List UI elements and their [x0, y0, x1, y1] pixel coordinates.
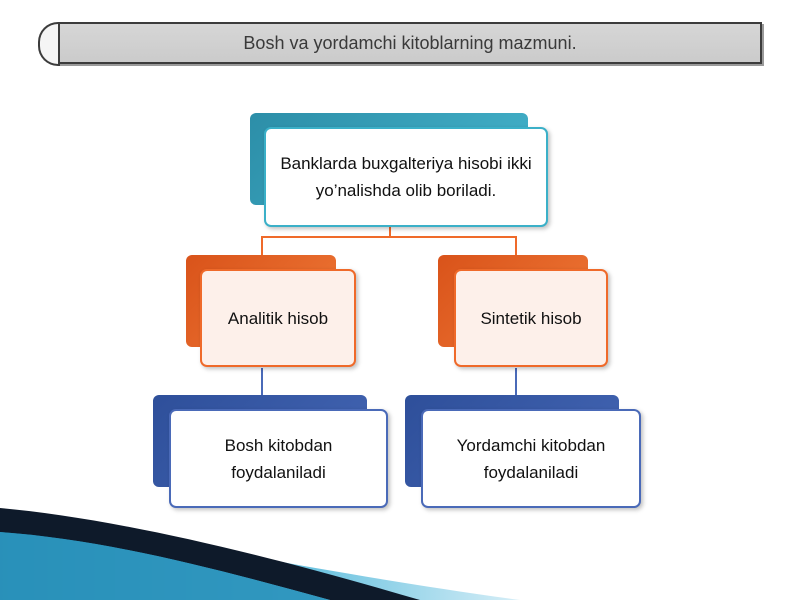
- page-title: Bosh va yordamchi kitoblarning mazmuni.: [243, 33, 577, 53]
- diagram-root-node: [250, 113, 550, 229]
- diagram-right-branch-node: [438, 255, 610, 369]
- root-to-branches-connector: [262, 226, 390, 258]
- right-branch-text: Sintetik hisob: [480, 308, 582, 328]
- diagram-left-branch-node: [186, 255, 358, 369]
- left-branch-text: Analitik hisob: [227, 308, 329, 328]
- diagram-right-leaf-node: [405, 395, 643, 510]
- left-leaf-text: Bosh kitobdan foydalaniladi: [224, 435, 333, 482]
- right-leaf-text: Yordamchi kitobdan foydalaniladi: [456, 435, 606, 482]
- root-node-text: Banklarda buxgalteriya hisobi ikki yo’nalishda olib boriladi.: [280, 154, 532, 200]
- diagram-left-leaf-node: [153, 395, 390, 510]
